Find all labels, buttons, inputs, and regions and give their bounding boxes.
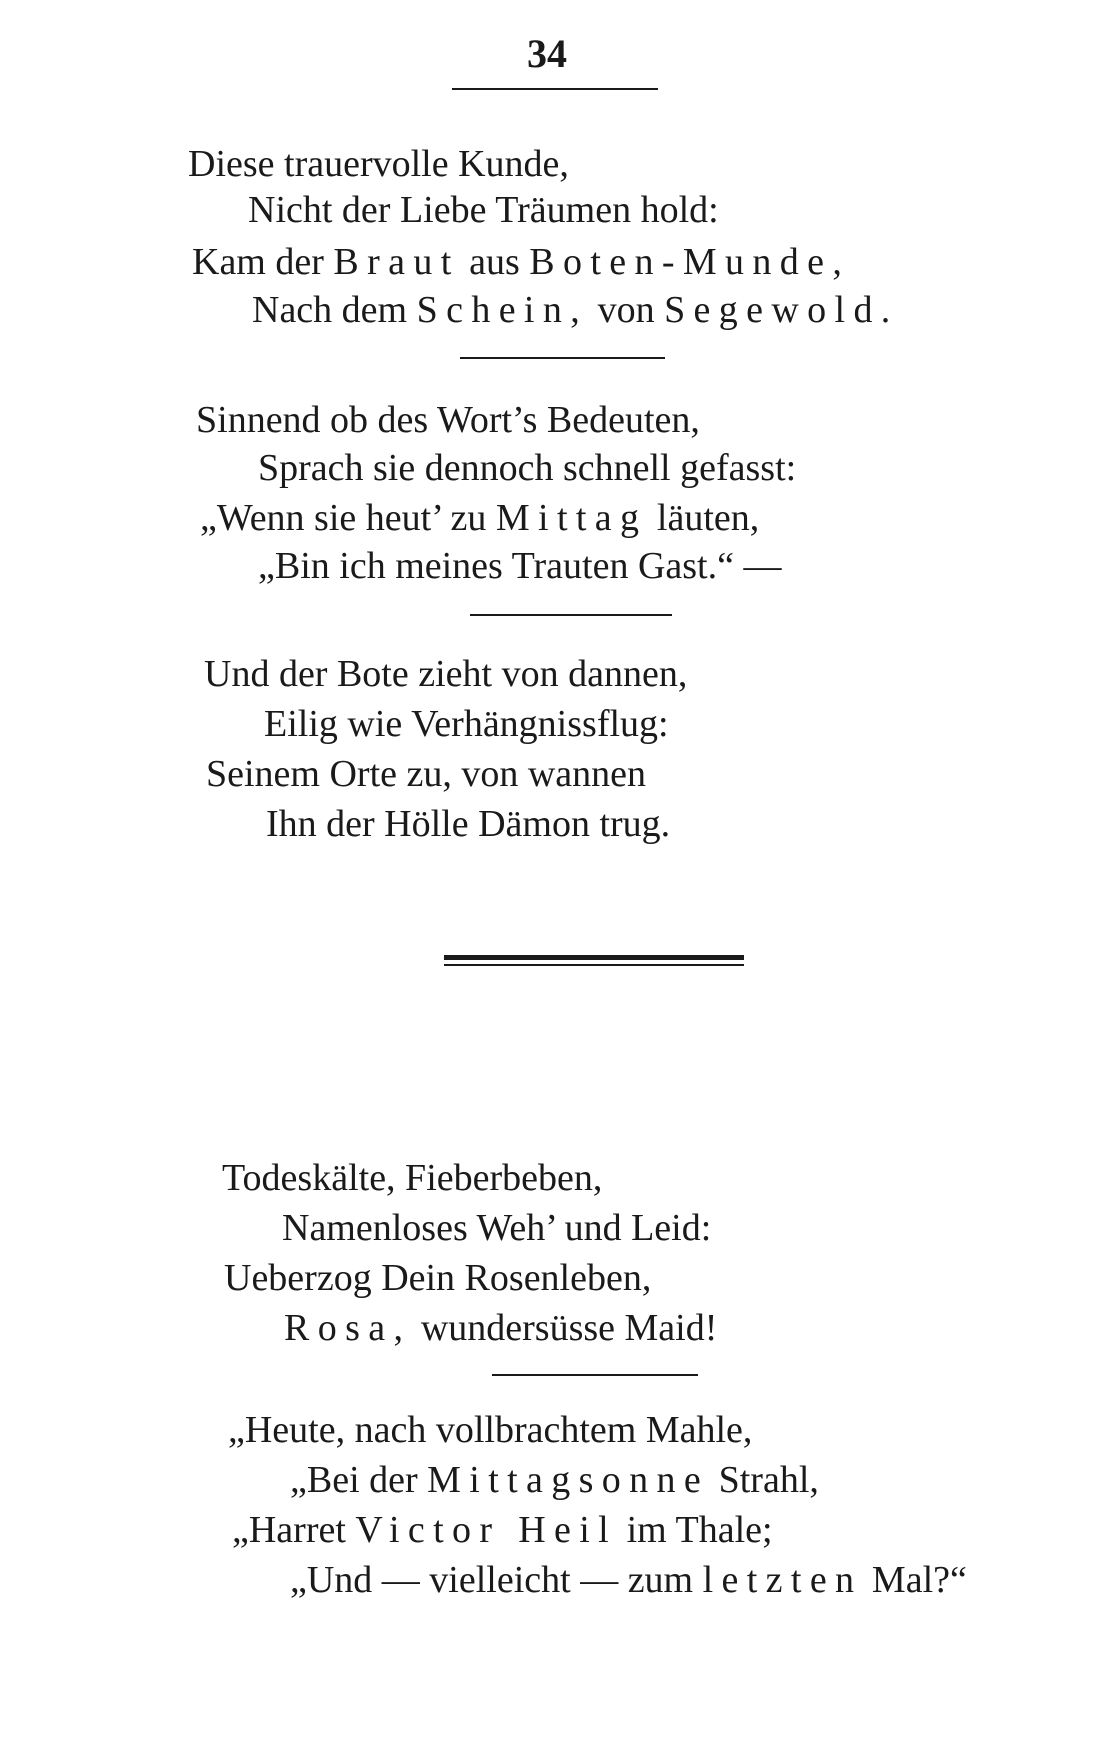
verse-line bbox=[252, 288, 899, 332]
verse-line bbox=[192, 240, 850, 284]
verse-line bbox=[284, 1306, 717, 1350]
verse-line: Und der Bote zieht von dannen, bbox=[204, 653, 688, 695]
verse-text: von bbox=[588, 289, 665, 331]
verse-line bbox=[200, 496, 759, 540]
verse-line: Todeskälte, Fieberbeben, bbox=[222, 1157, 603, 1199]
verse-line: Nicht der Liebe Träumen hold: bbox=[248, 189, 719, 231]
emphasis-text: Mittag bbox=[495, 497, 648, 539]
header-rule bbox=[452, 88, 658, 90]
verse-line bbox=[232, 1508, 773, 1552]
verse-text: „Harret bbox=[232, 1509, 356, 1551]
stanza-divider bbox=[470, 614, 672, 616]
verse-line: Sinnend ob des Wort’s Bedeuten, bbox=[196, 399, 700, 441]
emphasis-text: Segewold. bbox=[664, 289, 899, 331]
verse-text: Mal?“ bbox=[862, 1559, 967, 1601]
verse-line: Eilig wie Verhängnissflug: bbox=[264, 703, 669, 745]
verse-text: Nach dem bbox=[252, 289, 417, 331]
verse-text: „Bei der bbox=[290, 1459, 428, 1501]
verse-text: läuten, bbox=[647, 497, 760, 539]
verse-text: Strahl, bbox=[709, 1459, 819, 1501]
verse-line bbox=[290, 1458, 819, 1502]
verse-text: aus bbox=[459, 241, 530, 283]
section-separator-thin bbox=[444, 964, 744, 966]
verse-line: Diese trauervolle Kunde, bbox=[188, 143, 569, 185]
verse-line: Seinem Orte zu, von wannen bbox=[206, 753, 647, 795]
emphasis-text: Rosa, bbox=[284, 1307, 412, 1349]
verse-text: wundersüsse Maid! bbox=[411, 1307, 718, 1349]
verse-text: „Und — vielleicht — zum bbox=[290, 1559, 703, 1601]
emphasis-text: Schein, bbox=[416, 289, 589, 331]
verse-line: Ihn der Hölle Dämon trug. bbox=[266, 803, 671, 845]
section-separator-thick bbox=[444, 955, 744, 960]
verse-line: Namenloses Weh’ und Leid: bbox=[282, 1207, 712, 1249]
verse-line bbox=[290, 1558, 967, 1602]
verse-line: „Bin ich meines Trauten Gast.“ — bbox=[258, 545, 782, 587]
emphasis-text: Victor Heil bbox=[355, 1509, 618, 1551]
verse-line: „Heute, nach vollbrachtem Mahle, bbox=[228, 1409, 753, 1451]
emphasis-text: Braut bbox=[333, 241, 460, 283]
verse-text: „Wenn sie heut’ zu bbox=[200, 497, 496, 539]
verse-text: Kam der bbox=[192, 241, 334, 283]
emphasis-text: Boten-Munde, bbox=[529, 241, 851, 283]
emphasis-text: Mittagsonne bbox=[427, 1459, 710, 1501]
verse-line: Ueberzog Dein Rosenleben, bbox=[224, 1257, 652, 1299]
emphasis-text: letzten bbox=[702, 1559, 863, 1601]
stanza-divider bbox=[460, 357, 665, 359]
stanza-divider bbox=[492, 1374, 698, 1376]
page-number: 34 bbox=[527, 31, 567, 76]
verse-text: im Thale; bbox=[617, 1509, 773, 1551]
verse-line: Sprach sie dennoch schnell gefasst: bbox=[258, 447, 797, 489]
